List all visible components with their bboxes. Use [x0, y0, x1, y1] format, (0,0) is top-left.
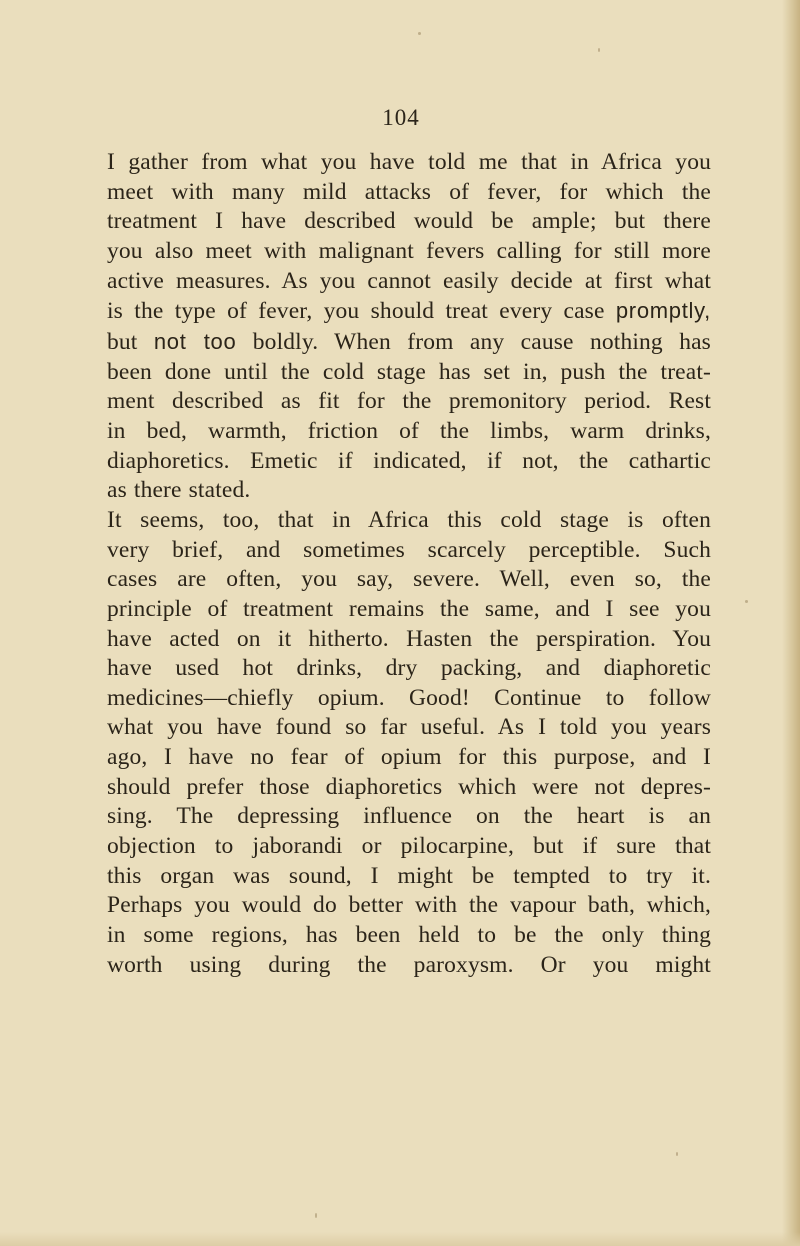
text-line: been done until the cold stage has set in, push the treat- — [107, 358, 711, 385]
text-line — [107, 327, 711, 358]
text-line: very brief, and sometimes scarcely perceptible. Such — [107, 536, 711, 563]
paper-speck — [598, 48, 600, 52]
text-line: meet with many mild attacks of fever, for which the — [107, 178, 711, 205]
page-number: 104 — [382, 105, 420, 130]
text-line: as there stated. — [107, 477, 251, 504]
text-line: It seems, too, that in Africa this cold stage is often — [107, 506, 711, 533]
text-line: medicines—chiefly opium. Good! Continue to follow — [107, 684, 711, 711]
text-line: diaphoretics. Emetic if indicated, if not, the cathartic — [107, 447, 711, 474]
emphasized-word: promptly, — [615, 298, 711, 324]
text-line: have used hot drinks, dry packing, and diaphoretic — [107, 655, 711, 682]
text-line: Perhaps you would do better with the vapour bath, which, — [107, 892, 711, 919]
paper-speck — [315, 1213, 317, 1218]
text-line-part: but — [107, 328, 154, 355]
page-right-edge-shadow — [782, 0, 800, 1246]
text-line: I gather from what you have told me that in Africa you — [107, 149, 711, 175]
text-line: treatment I have described would be ample; but there — [107, 208, 711, 235]
text-line — [107, 296, 711, 327]
text-line: objection to jaborandi or pilocarpine, but if sure that — [107, 833, 711, 860]
text-line: worth using during the paroxysm. Or you might — [107, 951, 711, 978]
text-line-part: boldly. When from any cause nothing has — [236, 328, 711, 355]
text-line-part: is the type of fever, you should treat every case — [107, 298, 616, 325]
text-line: in bed, warmth, friction of the limbs, warm drinks, — [107, 417, 711, 444]
text-line: sing. The depressing influence on the heart is an — [107, 803, 711, 830]
text-line: cases are often, you say, severe. Well, even so, the — [107, 566, 711, 593]
page-bottom-edge-shadow — [0, 1232, 800, 1246]
text-line: ment described as fit for the premonitory period. Rest — [107, 388, 711, 415]
paper-speck — [418, 32, 421, 35]
body-text — [107, 148, 711, 980]
text-line: you also meet with malignant fevers calling for still more — [107, 237, 711, 264]
paragraph-2 — [107, 506, 711, 981]
text-line: this organ was sound, I might be tempted to try it. — [107, 862, 711, 889]
text-line: principle of treatment remains the same, and I see you — [107, 595, 711, 622]
text-line: have acted on it hitherto. Hasten the perspiration. You — [107, 625, 711, 652]
paper-speck — [745, 600, 748, 603]
emphasized-phrase: not too — [153, 328, 237, 354]
paragraph-1 — [107, 148, 711, 506]
text-line: ago, I have no fear of opium for this purpose, and I — [107, 744, 711, 771]
text-line: in some regions, has been held to be the only thing — [107, 922, 711, 949]
paper-speck — [676, 1152, 678, 1156]
text-line: should prefer those diaphoretics which were not depres- — [107, 773, 711, 800]
text-line: active measures. As you cannot easily decide at first what — [107, 267, 711, 294]
text-line: what you have found so far useful. As I told you years — [107, 714, 711, 741]
